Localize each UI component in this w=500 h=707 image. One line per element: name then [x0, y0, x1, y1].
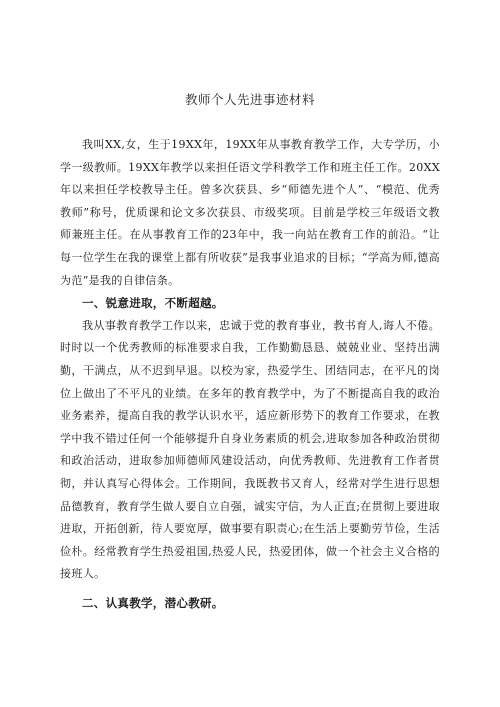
section-1-paragraph: 我从事教育教学工作以来，忠诚于党的教育事业，教书育人,诲人不倦。时时以一个优秀教师的标准要求自我，工作勤勤恳恳、兢兢业业、坚持出满勤，干满点，从不迟到早退。以校为家，热爱学生、团结同志，在平凡的岗位上做出了不平凡的业绩。在多年的教育教学中，为了不断提高自我的政治业务素养，提高自我的教学认识水平，适应新形势下的教育工作要求，在教学中我不错过任何一个能够提升自身业务素质的机会,进取参加各种政治贯彻和政治活动，进取参加师德师风建设活动，向优秀教师、先进教育工作者贯彻，并认真写心得体会。工作期间，我既教书又育人，经常对学生进行思想品德教育，教育学生做人要自立自强，诚实守信，为人正直;在贯彻上要进取进取，开拓创新，待人要宽厚，做事要有职责心;在生活上要勤劳节俭，生活俭朴。经常教育学生热爱祖国,热爱人民，热爱团体，做一个社会主义合格的接班人。 [60, 318, 440, 581]
document-title: 教师个人先进事迹材料 [184, 92, 315, 107]
intro-paragraph: 我叫XX,女，生于19XX年，19XX年从事教育教学工作，大专学历，小学一级教师。19XX年教学以来担任语文学科教学工作和班主任工作。20XX年以来担任学校教导主任。曾多次获县、乡“师德先进个人”、“模范、优秀教师”称号，优质课和论文多次获县、市级奖项。目前是学校三年级语文教师兼班主任。在从事教育工作的23年中，我一向站在教育工作的前沿。“让每一位学生在我的课堂上都有所收获”是我事业追求的目标；“学高为师,德高为范”是我的自律信条。 [60, 138, 440, 287]
section-heading-1: 一、锐意进取，不断超越。 [82, 296, 224, 311]
section-heading-2: 二、认真教学，潜心教研。 [82, 595, 224, 610]
